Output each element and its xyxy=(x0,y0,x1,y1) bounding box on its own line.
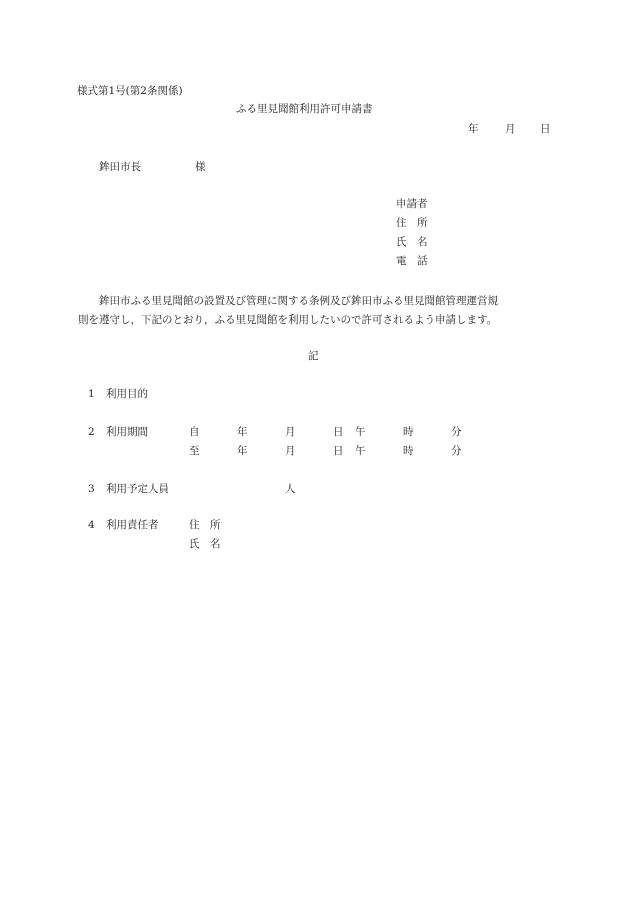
period-to-label: 至 xyxy=(189,445,200,457)
item-1-number: 1 xyxy=(88,388,95,400)
date-month-label: 月 xyxy=(505,123,516,135)
period-to-minute: 分 xyxy=(451,445,462,457)
date-year-label: 年 xyxy=(468,123,479,135)
period-from-minute: 分 xyxy=(451,426,462,438)
applicant-address-label: 住 所 xyxy=(396,217,428,229)
addressee-honorific: 様 xyxy=(195,161,206,173)
form-title: ふる里見聞館利用許可申請書 xyxy=(236,103,373,115)
date-day-label: 日 xyxy=(540,123,551,135)
item-2-label: 利用期間 xyxy=(106,426,148,438)
period-to-hour: 時 xyxy=(403,445,414,457)
addressee-name: 鉾田市長 xyxy=(99,161,141,173)
manager-address-label: 住 所 xyxy=(189,519,221,531)
manager-name-label: 氏 名 xyxy=(189,538,221,550)
period-to-year: 年 xyxy=(237,445,248,457)
item-2-number: 2 xyxy=(88,426,95,438)
period-from-noon: 午 xyxy=(355,426,366,438)
period-to-month: 月 xyxy=(285,445,296,457)
applicant-heading: 申請者 xyxy=(396,198,428,210)
period-from-label: 自 xyxy=(189,426,200,438)
item-3-label: 利用予定人員 xyxy=(106,483,169,495)
item-1-label: 利用目的 xyxy=(106,388,148,400)
period-to-day: 日 xyxy=(333,445,344,457)
item-4-number: 4 xyxy=(88,519,95,531)
item-3-number: 3 xyxy=(88,483,95,495)
period-from-year: 年 xyxy=(237,426,248,438)
period-from-month: 月 xyxy=(285,426,296,438)
applicant-name-label: 氏 名 xyxy=(396,236,428,248)
period-from-day: 日 xyxy=(333,426,344,438)
body-line-2: 則を遵守し，下記のとおり，ふる里見聞館を利用したいので許可されるよう申請します。 xyxy=(78,314,498,326)
body-line-1: 鉾田市ふる里見聞館の設置及び管理に関する条例及び鉾田市ふる里見聞館管理運営規 xyxy=(99,295,498,307)
people-unit: 人 xyxy=(285,483,296,495)
period-from-hour: 時 xyxy=(403,426,414,438)
period-to-noon: 午 xyxy=(355,445,366,457)
applicant-phone-label: 電 話 xyxy=(396,255,428,267)
ki-heading: 記 xyxy=(308,350,319,362)
item-4-label: 利用責任者 xyxy=(106,519,159,531)
form-number: 様式第1号(第2条関係) xyxy=(77,85,183,97)
